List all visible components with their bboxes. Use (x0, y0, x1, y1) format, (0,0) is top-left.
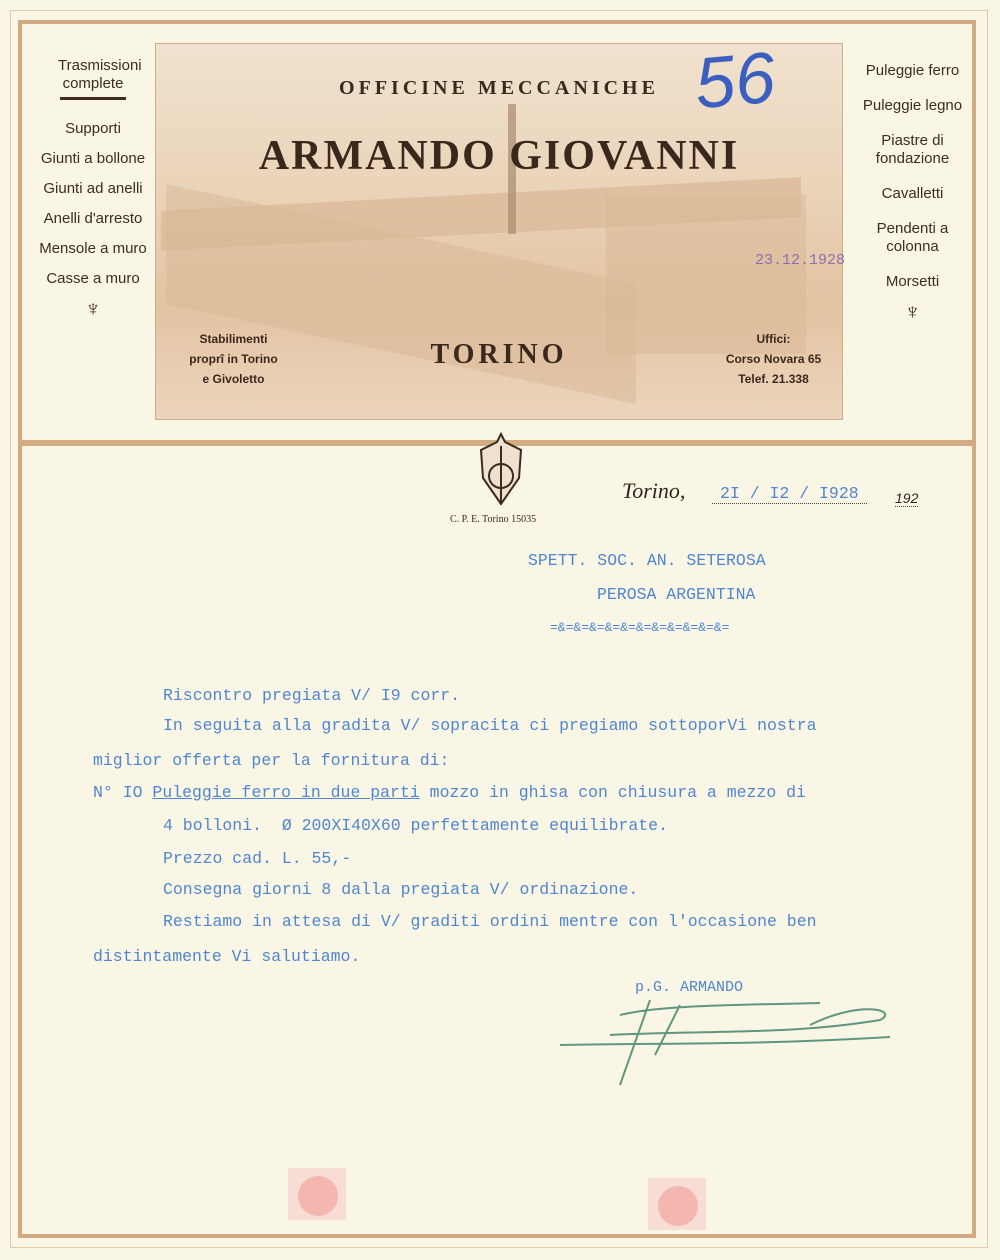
body-line: Consegna giorni 8 dalla pregiata V/ ordinazione. (163, 880, 639, 899)
right-product-list (855, 62, 970, 333)
product-detail: mozzo in ghisa con chiusura a mezzo di (419, 783, 806, 802)
date-year-prefix: 192 (895, 490, 919, 506)
body-line (93, 783, 806, 802)
left-product-list (38, 57, 148, 330)
ornament-icon: ♆ (84, 296, 102, 321)
list-item: Giunti a bollone (40, 150, 146, 167)
list-item: Piastre di fondazione (875, 132, 950, 167)
recipient-city: PEROSA ARGENTINA (597, 585, 756, 604)
wax-seal-icon (658, 1186, 698, 1226)
body-line: In seguita alla gradita V/ sopracita ci pregiamo sottoporVi nostra (163, 716, 817, 735)
offices-address: Corso Novara 65 (725, 352, 822, 366)
wax-seal-icon (298, 1176, 338, 1216)
letter-date: 2I / I2 / I928 (712, 484, 867, 504)
date-place: Torino, (622, 478, 686, 503)
left-top-label: Trasmissioni complete (58, 57, 142, 92)
list-item: Mensole a muro (39, 240, 147, 257)
list-item: Casse a muro (46, 270, 140, 287)
ornament-rule (60, 97, 126, 100)
offices-phone: Telef. 21.338 (738, 372, 809, 386)
list-item: Pendenti a colonna (876, 220, 949, 255)
body-line: Restiamo in attesa di V/ graditi ordini mentre con l'occasione ben (163, 912, 817, 931)
plants-line: e Givoletto (202, 372, 265, 386)
list-item: Giunti ad anelli (43, 180, 143, 197)
list-item: Morsetti (885, 273, 940, 290)
list-item: Cavalletti (881, 185, 944, 202)
company-subtitle: OFFICINE MECCANICHE (339, 77, 659, 99)
list-item: Anelli d'arresto (43, 210, 143, 227)
handwritten-signature (560, 975, 900, 1090)
plants-line: proprî in Torino (189, 352, 278, 366)
handwritten-number: 56 (691, 37, 779, 125)
separator-line: =&=&=&=&=&=&=&=&=&=&=&= (550, 620, 730, 635)
recipient-name: SPETT. SOC. AN. SETEROSA (528, 551, 766, 570)
product-underlined: Puleggie ferro in due parti (152, 783, 420, 802)
received-date-stamp: 23.12.1928 (755, 252, 846, 269)
offices-label: Uffici: (756, 332, 791, 346)
body-line: Prezzo cad. L. 55,- (163, 849, 352, 868)
body-line: Riscontro pregiata V/ I9 corr. (163, 686, 461, 705)
quantity: N° IO (93, 783, 153, 802)
list-item: Puleggie ferro (865, 62, 960, 79)
list-item: Supporti (65, 120, 121, 137)
company-name: ARMANDO GIOVANNI (258, 133, 740, 179)
body-line: miglior offerta per la fornitura di: (93, 751, 450, 770)
list-item: Puleggie legno (862, 97, 963, 114)
body-line: 4 bolloni. Ø 200XI40X60 perfettamente equilibrate. (163, 816, 668, 835)
body-line: distintamente Vi salutiamo. (93, 947, 361, 966)
emblem-caption: C. P. E. Torino 15035 (450, 514, 537, 525)
company-city: TORINO (430, 339, 568, 370)
plants-label: Stabilimenti (199, 332, 268, 346)
signature-typed: p.G. ARMANDO (635, 979, 744, 996)
emblem-icon (475, 432, 527, 508)
ornament-icon: ♆ (904, 299, 921, 324)
